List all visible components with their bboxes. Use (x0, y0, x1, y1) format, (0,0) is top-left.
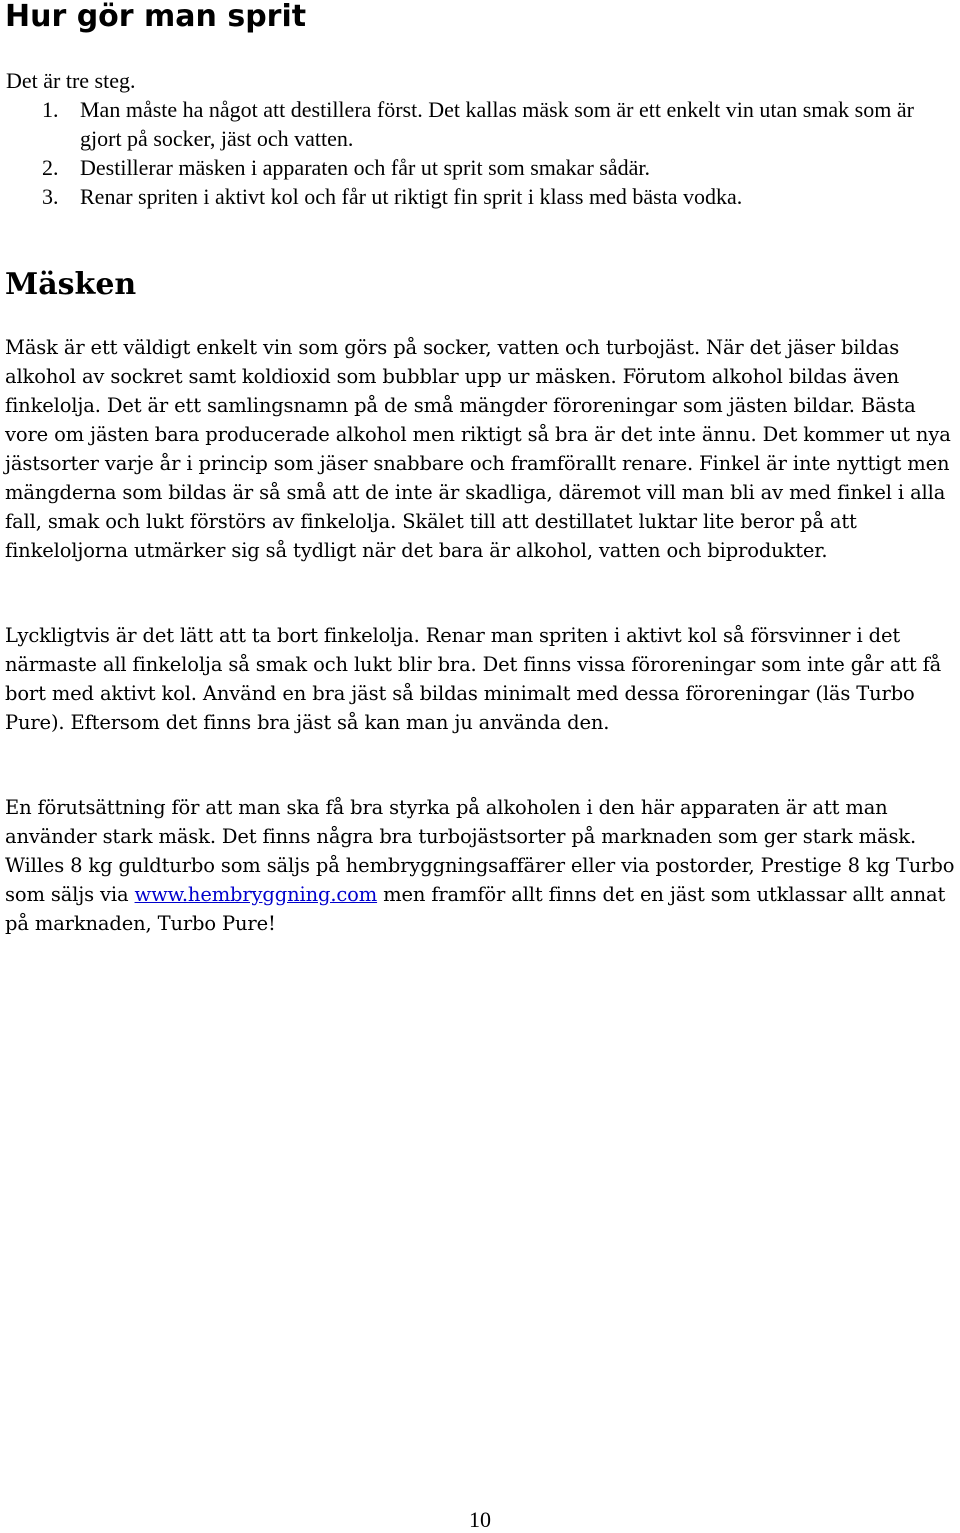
paragraph-1 (5, 333, 960, 565)
paragraph-text: Lyckligtvis är det lätt att ta bort finkelolja. Renar man spriten i aktivt kol så försvinner i det närmaste all finkelolja så smak och lukt blir bra. Det finns vissa föroreningar som inte går att få bort med aktivt kol. Använd en bra jäst så bildas minimalt med dessa föroreningar (läs Turbo Pure). Eftersom det finns bra jäst så kan man ju använda den. (5, 624, 942, 734)
paragraph-text (5, 793, 960, 938)
hembryggning-link[interactable]: www.hembryggning.com (134, 883, 378, 906)
list-item (6, 95, 946, 153)
list-item-text: Man måste ha något att destillera först. Det kallas mäsk som är ett enkelt vin utan smak som är gjort på socker, jäst och vatten. (80, 97, 914, 151)
page-title: Hur gör man sprit (5, 0, 307, 34)
paragraph-2 (5, 621, 960, 737)
intro-section (6, 66, 946, 211)
list-item-text: Destillerar mäsken i apparaten och får ut sprit som smakar sådär. (80, 155, 650, 180)
section-heading: Mäsken (5, 267, 137, 302)
intro-lead: Det är tre steg. (6, 68, 136, 93)
list-item-number: 3. (42, 184, 59, 209)
list-item-number: 1. (42, 97, 59, 122)
paragraph-text-before-link: En förutsättning för att man ska få bra styrka på alkoholen i den här apparaten är att man använder stark mäsk. Det finns några bra turbojästsorter på marknaden som ger stark mäsk. Willes 8 kg guldturbo som säljs på hembryggningsaffärer eller via postorder, Prestige 8 kg Turbo som säljs via (5, 796, 955, 906)
page-number: 10 (469, 1507, 491, 1532)
list-item-number: 2. (42, 155, 59, 180)
paragraph-text-after-link: men framför allt finns det en jäst som utklassar allt annat på marknaden, Turbo Pure! (5, 883, 946, 935)
paragraph-3 (5, 793, 960, 938)
list-item (6, 153, 946, 182)
steps-list (6, 95, 946, 211)
paragraph-text: Mäsk är ett väldigt enkelt vin som görs på socker, vatten och turbojäst. När det jäser bildas alkohol av sockret samt koldioxid som bubblar upp ur mäsken. Förutom alkohol bildas även finkelolja. Det är ett samlingsnamn på de små mängder föroreningar som jästen bildar. Bästa vore om jästen bara producerade alkohol men riktigt så bra är det inte ännu. Det kommer ut nya jästsorter varje år i princip som jäser snabbare och framförallt renare. Finkel är inte nyttigt men mängderna som bildas är så små att de inte är skadliga, däremot vill man bli av med finkel i alla fall, smak och lukt förstörs av finkelolja. Skälet till att destillatet luktar lite beror på att finkeloljorna utmärker sig så tydligt när det bara är alkohol, vatten och biprodukter. (5, 336, 951, 562)
list-item-text: Renar spriten i aktivt kol och får ut riktigt fin sprit i klass med bästa vodka. (80, 184, 743, 209)
list-item (6, 182, 946, 211)
